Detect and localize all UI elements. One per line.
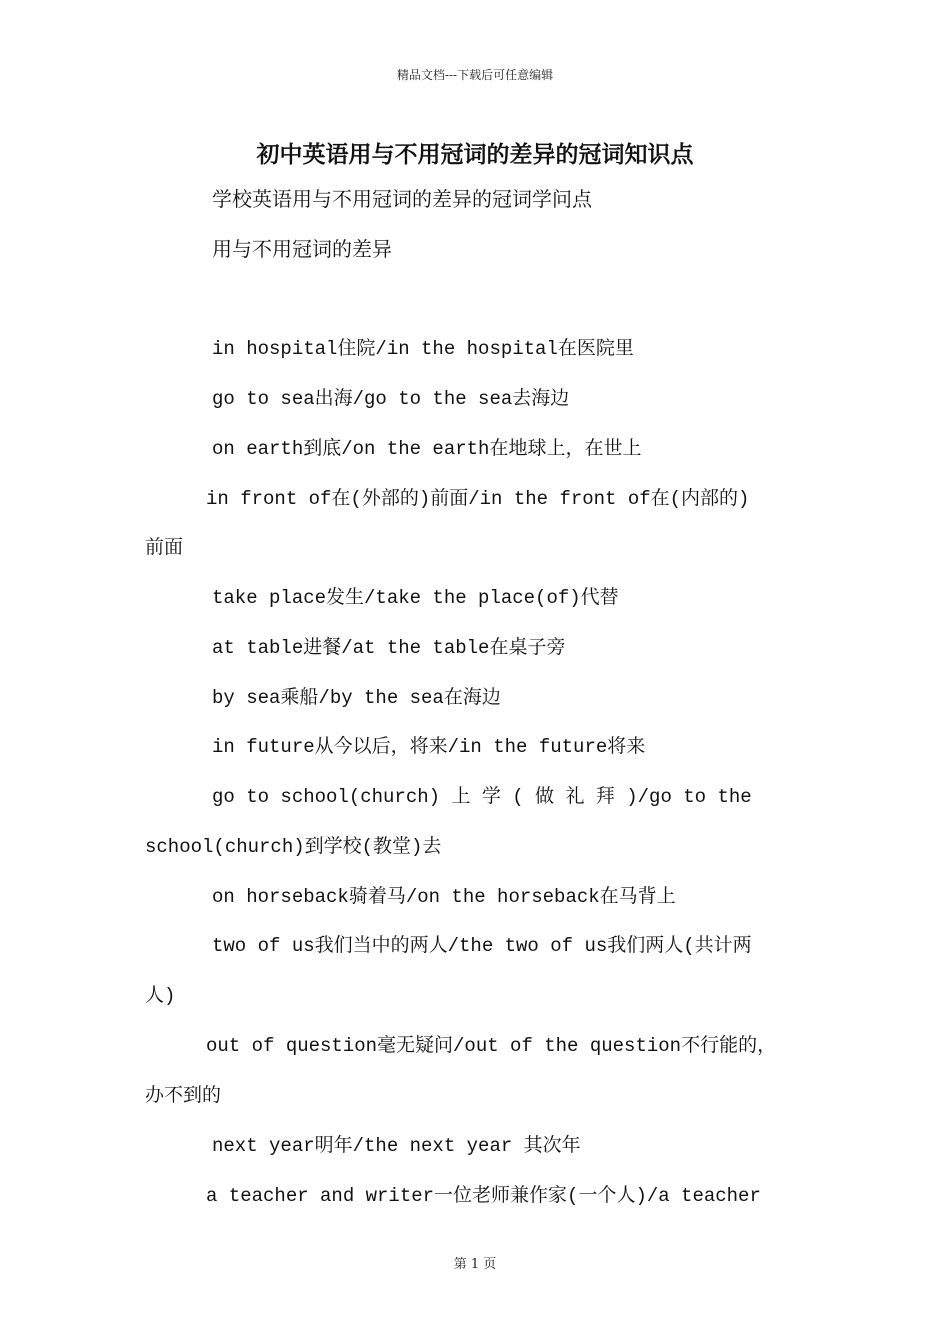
entry-line-continued: 人) [145, 985, 176, 1007]
page-header: 精品文档---下载后可任意编辑 [396, 68, 554, 82]
entry-line: in front of在(外部的)前面/in the front of在(内部的) [206, 488, 750, 510]
entry-line: on earth到底/on the earth在地球上，在世上 [212, 438, 642, 460]
entry-line-continued: school(church)到学校(教堂)去 [145, 836, 442, 858]
entry-line: at table进餐/at the table在桌子旁 [212, 637, 566, 659]
page-number: 第 1 页 [453, 1257, 497, 1272]
entry-line: take place发生/take the place(of)代替 [212, 587, 619, 609]
entry-line-continued: 办不到的 [145, 1085, 222, 1107]
entry-line: by sea乘船/by the sea在海边 [212, 687, 501, 709]
entry-line: a teacher and writer一位老师兼作家(一个人)/a teacher [206, 1185, 761, 1207]
entry-line: out of question毫无疑问/out of the question不行能的， [206, 1035, 777, 1057]
document-title: 初中英语用与不用冠词的差异的冠词知识点 [256, 141, 694, 168]
entry-line: go to sea出海/go to the sea去海边 [212, 388, 570, 410]
entry-line: on horseback骑着马/on the horseback在马背上 [212, 886, 676, 908]
entry-line: two of us我们当中的两人/the two of us我们两人(共计两 [212, 935, 752, 957]
entry-line-continued: 前面 [145, 537, 184, 559]
entry-line: in future从今以后，将来/in the future将来 [212, 736, 646, 758]
entry-line: next year明年/the next year 其次年 [212, 1135, 581, 1157]
subtitle-line: 学校英语用与不用冠词的差异的冠词学问点 [212, 187, 592, 211]
entry-line: go to school(church) 上 学 ( 做 礼 拜 )/go to the [212, 786, 752, 808]
entry-line: in hospital住院/in the hospital在医院里 [212, 338, 634, 360]
section-heading: 用与不用冠词的差异 [212, 237, 392, 261]
